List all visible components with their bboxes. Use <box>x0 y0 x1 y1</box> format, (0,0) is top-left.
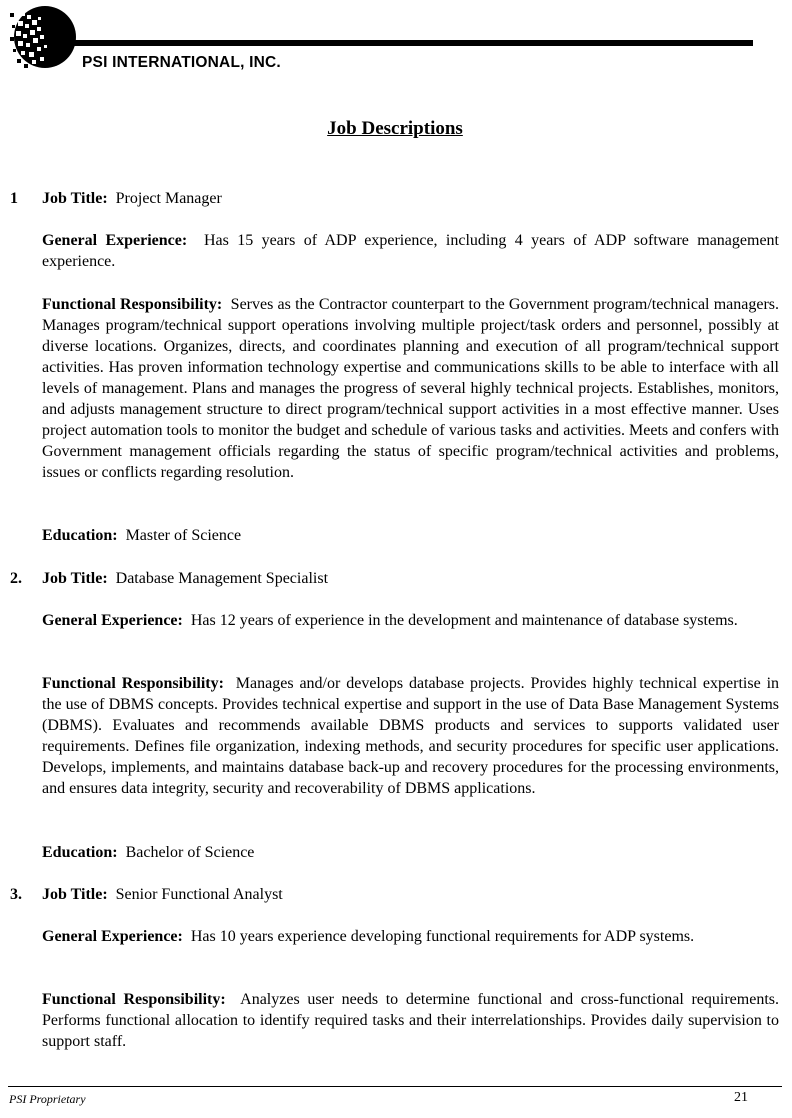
general-experience <box>42 926 779 947</box>
job-title-line <box>0 568 792 589</box>
functional-responsibility <box>42 294 779 483</box>
education-text: Bachelor of Science <box>125 844 255 861</box>
general-experience <box>42 610 779 631</box>
job-number: 3. <box>10 886 22 903</box>
general-experience-label: General Experience: <box>42 928 183 945</box>
functional-responsibility-text: Manages and/or develops database projects. Provides highly technical expertise in the use of DBMS concepts. Provides technical expertise and support in the use of Data Base Management Systems (DBMS). Evaluates and recommends available DBMS products and services to supports validated user requirements. Defines file organization, indexing methods, and security procedures for specific user applications. Develops, implements, and maintains database back-up and recovery procedures for the processing environments, and ensures data integrity, security and recoverability of DBMS applications. <box>42 675 780 797</box>
psi-logo <box>10 5 80 71</box>
job-title-text <box>42 884 283 905</box>
education <box>42 842 779 863</box>
functional-responsibility-label: Functional Responsibility: <box>42 675 224 692</box>
general-experience-text: Has 10 years experience developing functional requirements for ADP systems. <box>190 928 695 945</box>
general-experience-text: Has 12 years of experience in the development and maintenance of database systems. <box>190 612 738 629</box>
job-number: 1 <box>10 190 18 207</box>
general-experience-text: Has 15 years of ADP experience, including 4 years of ADP software management experience. <box>42 232 780 270</box>
job-title-label: Job Title: <box>42 886 108 903</box>
job-section-2 <box>0 568 792 861</box>
general-experience <box>42 230 779 272</box>
job-title-line <box>0 188 792 209</box>
functional-responsibility-label: Functional Responsibility: <box>42 296 223 313</box>
job-title-value: Project Manager <box>115 190 222 207</box>
job-title-value: Senior Functional Analyst <box>115 886 283 903</box>
functional-responsibility-text: Analyzes user needs to determine functional and cross-functional requirements. Performs functional allocation to identify required tasks and their interrelationships. Provides daily supervision to support staff. <box>42 991 780 1050</box>
education <box>42 525 779 546</box>
job-title-text <box>42 568 328 589</box>
education-text: Master of Science <box>125 527 242 544</box>
page-title: Job Descriptions <box>327 118 463 139</box>
job-section-1 <box>0 188 792 544</box>
job-section-3 <box>0 884 792 1050</box>
functional-responsibility <box>42 673 779 799</box>
job-number: 2. <box>10 570 22 587</box>
general-experience-label: General Experience: <box>42 232 188 249</box>
functional-responsibility-text: Serves as the Contractor counterpart to the Government program/technical managers. Manages program/technical support operations involving multiple project/task orders and personnel, possibly at diverse locations. Organizes, directs, and coordinates planning and execution of all program/technical support activities. Has proven information technology expertise and communications skills to be able to interface with all levels of management. Plans and manages the progress of several highly technical projects. Establishes, monitors, and adjusts management structure to direct program/technical support activities in a most effective manner. Uses project automation tools to monitor the budget and schedule of various tasks and activities. Meets and confers with Government management officials regarding the status of specific program/technical activities and problems, issues or conflicts regarding resolution. <box>42 296 780 481</box>
page-number: 21 <box>734 1090 748 1105</box>
header-rule <box>70 40 753 46</box>
functional-responsibility <box>42 989 779 1052</box>
job-title-label: Job Title: <box>42 570 108 587</box>
job-title-line <box>0 884 792 905</box>
education-label: Education: <box>42 844 118 861</box>
job-title-value: Database Management Specialist <box>115 570 329 587</box>
functional-responsibility-label: Functional Responsibility: <box>42 991 226 1008</box>
footer-rule <box>8 1086 782 1087</box>
footer-proprietary: PSI Proprietary <box>9 1092 86 1106</box>
general-experience-label: General Experience: <box>42 612 183 629</box>
education-label: Education: <box>42 527 118 544</box>
job-title-label: Job Title: <box>42 190 108 207</box>
company-name: PSI INTERNATIONAL, INC. <box>82 54 281 71</box>
job-title-text <box>42 188 222 209</box>
